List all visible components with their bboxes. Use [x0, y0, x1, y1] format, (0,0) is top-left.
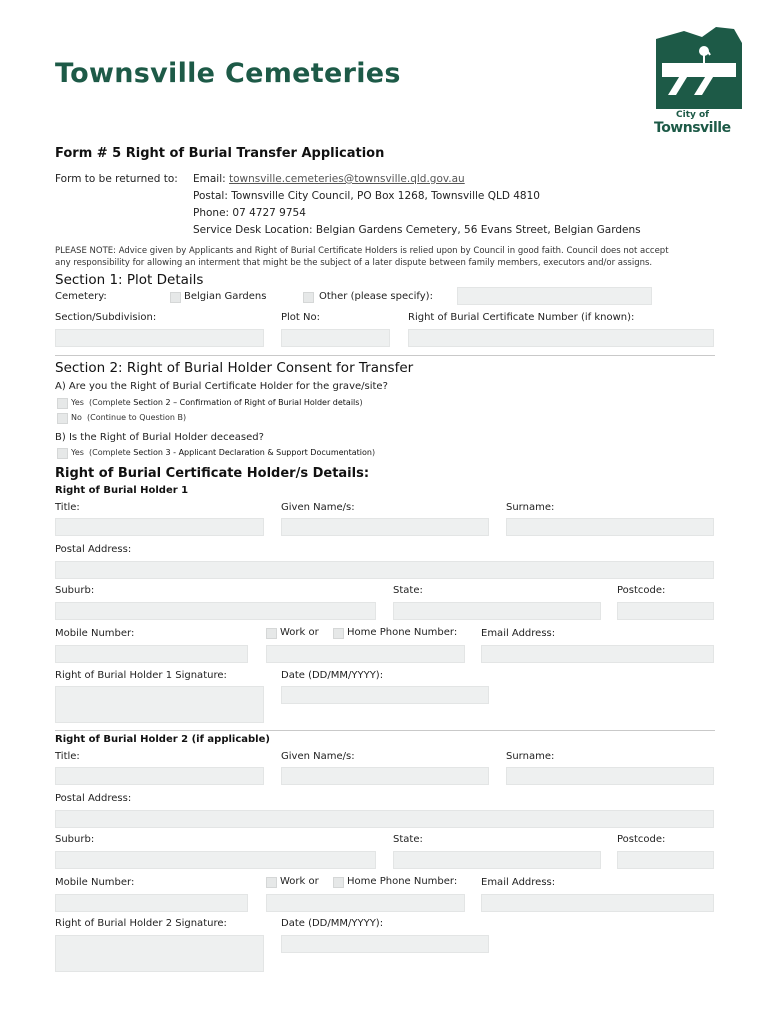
belgian-gardens-checkbox[interactable] — [170, 292, 181, 303]
logo-text-city-of: City of — [676, 110, 710, 120]
note-line-1: PLEASE NOTE: Advice given by Applicants and Right of Burial Certificate Holders is relied upon by Council in good faith. Council does not accept — [55, 246, 669, 256]
email-link[interactable]: townsville.cemeteries@townsville.qld.gov.au — [229, 173, 465, 185]
h2-postal-label: Postal Address: — [55, 793, 132, 804]
logo-text-townsville: Townsville — [654, 120, 731, 136]
h1-given-field[interactable] — [281, 518, 489, 536]
other-cemetery-field[interactable] — [457, 287, 652, 305]
h2-mobile-field[interactable] — [55, 894, 248, 912]
h2-date-label: Date (DD/MM/YYYY): — [281, 918, 384, 929]
qa-yes-note: (Complete — [89, 398, 134, 407]
note-text — [55, 245, 745, 269]
h1-state-field[interactable] — [393, 602, 601, 620]
question-b: B) Is the Right of Burial Holder deceased? — [55, 432, 264, 443]
h2-work-checkbox[interactable] — [266, 877, 277, 888]
h2-date-field[interactable] — [281, 935, 489, 953]
h1-mobile-field[interactable] — [55, 645, 248, 663]
h1-postal-field[interactable] — [55, 561, 714, 579]
h2-signature-label: Right of Burial Holder 2 Signature: — [55, 918, 227, 929]
h1-email-label: Email Address: — [481, 628, 556, 639]
page-title: Townsville Cemeteries — [55, 58, 401, 89]
certificate-number-label: Right of Burial Certificate Number (if known): — [408, 312, 635, 323]
qa-yes-section-ref: Section 2 – Confirmation of Right of Burial Holder details — [133, 398, 360, 407]
h1-postal-label: Postal Address: — [55, 544, 132, 555]
h1-work-checkbox[interactable] — [266, 628, 277, 639]
qa-no-option — [71, 413, 186, 422]
h1-postcode-label: Postcode: — [617, 585, 666, 596]
postal-label: Postal: — [193, 190, 228, 202]
h1-suburb-label: Suburb: — [55, 585, 95, 596]
h2-postcode-label: Postcode: — [617, 834, 666, 845]
h2-postcode-field[interactable] — [617, 851, 714, 869]
h2-mobile-label: Mobile Number: — [55, 877, 135, 888]
city-logo — [654, 25, 744, 135]
h1-surname-field[interactable] — [506, 518, 714, 536]
email-label: Email: — [193, 173, 226, 185]
h1-signature-field[interactable] — [55, 686, 264, 723]
h1-phone-field[interactable] — [266, 645, 465, 663]
h1-signature-label: Right of Burial Holder 1 Signature: — [55, 670, 227, 681]
section-subdivision-field[interactable] — [55, 329, 264, 347]
desk-label: Service Desk Location: — [193, 224, 313, 236]
h2-state-field[interactable] — [393, 851, 601, 869]
h2-home-checkbox[interactable] — [333, 877, 344, 888]
h2-phone-field[interactable] — [266, 894, 465, 912]
h2-suburb-field[interactable] — [55, 851, 376, 869]
belgian-gardens-label: Belgian Gardens — [184, 291, 267, 302]
h2-email-label: Email Address: — [481, 877, 556, 888]
holder-details-heading: Right of Burial Certificate Holder/s Details: — [55, 466, 370, 481]
h2-postal-field[interactable] — [55, 810, 714, 828]
h2-suburb-label: Suburb: — [55, 834, 95, 845]
returned-to-label: Form to be returned to: — [55, 173, 178, 185]
qa-yes-note-end: ) — [359, 398, 363, 407]
h2-surname-field[interactable] — [506, 767, 714, 785]
qa-no-checkbox[interactable] — [57, 413, 68, 424]
section2-heading: Section 2: Right of Burial Holder Consent for Transfer — [55, 360, 414, 376]
h1-home-label: Home Phone Number: — [347, 627, 458, 638]
h2-title-label: Title: — [55, 751, 80, 762]
form-title: Form # 5 Right of Burial Transfer Application — [55, 146, 385, 161]
certificate-number-field[interactable] — [408, 329, 714, 347]
other-cemetery-checkbox[interactable] — [303, 292, 314, 303]
h2-title-field[interactable] — [55, 767, 264, 785]
plot-no-label: Plot No: — [281, 312, 320, 323]
holder1-heading: Right of Burial Holder 1 — [55, 485, 189, 496]
h2-surname-label: Surname: — [506, 751, 555, 762]
plot-no-field[interactable] — [281, 329, 390, 347]
h1-date-field[interactable] — [281, 686, 489, 704]
h2-work-label: Work or — [280, 876, 319, 887]
phone-value: 07 4727 9754 — [232, 207, 306, 219]
h2-state-label: State: — [393, 834, 423, 845]
h2-signature-field[interactable] — [55, 935, 264, 972]
h2-given-label: Given Name/s: — [281, 751, 355, 762]
postal-value: Townsville City Council, PO Box 1268, Townsville QLD 4810 — [231, 190, 540, 202]
qa-yes-checkbox[interactable] — [57, 398, 68, 409]
h1-given-label: Given Name/s: — [281, 502, 355, 513]
divider — [55, 730, 715, 731]
h1-work-label: Work or — [280, 627, 319, 638]
h1-state-label: State: — [393, 585, 423, 596]
qb-yes-option — [71, 448, 375, 457]
desk-value: Belgian Gardens Cemetery, 56 Evans Street, Belgian Gardens — [315, 224, 641, 236]
qb-yes-label: Yes — [71, 448, 84, 457]
h2-email-field[interactable] — [481, 894, 714, 912]
h1-email-field[interactable] — [481, 645, 714, 663]
h1-mobile-label: Mobile Number: — [55, 628, 135, 639]
h2-given-field[interactable] — [281, 767, 489, 785]
qa-no-label: No — [71, 413, 82, 422]
h1-postcode-field[interactable] — [617, 602, 714, 620]
qb-yes-note: (Complete — [89, 448, 134, 457]
divider — [55, 355, 715, 356]
qb-yes-section-ref: Section 3 - Applicant Declaration & Support Documentation — [133, 448, 372, 457]
qa-yes-option — [71, 398, 363, 407]
phone-label: Phone: — [193, 207, 230, 219]
note-line-2: any responsibility for allowing an interment that might be the subject of a later dispute between family members, executors and/or assigns. — [55, 258, 653, 268]
cemetery-label: Cemetery: — [55, 291, 107, 302]
h1-title-field[interactable] — [55, 518, 264, 536]
h1-surname-label: Surname: — [506, 502, 555, 513]
h1-title-label: Title: — [55, 502, 80, 513]
h1-suburb-field[interactable] — [55, 602, 376, 620]
section-subdivision-label: Section/Subdivision: — [55, 312, 157, 323]
qb-yes-checkbox[interactable] — [57, 448, 68, 459]
other-cemetery-label: Other (please specify): — [319, 291, 433, 302]
section1-heading: Section 1: Plot Details — [55, 272, 204, 288]
question-a: A) Are you the Right of Burial Certificate Holder for the grave/site? — [55, 381, 388, 392]
qb-yes-note-end: ) — [371, 448, 376, 457]
h2-home-label: Home Phone Number: — [347, 876, 458, 887]
h1-date-label: Date (DD/MM/YYYY): — [281, 670, 384, 681]
h1-home-checkbox[interactable] — [333, 628, 344, 639]
qa-no-note: (Continue to Question B) — [86, 413, 187, 422]
qa-yes-label: Yes — [71, 398, 84, 407]
holder2-heading: Right of Burial Holder 2 (if applicable) — [55, 734, 270, 745]
